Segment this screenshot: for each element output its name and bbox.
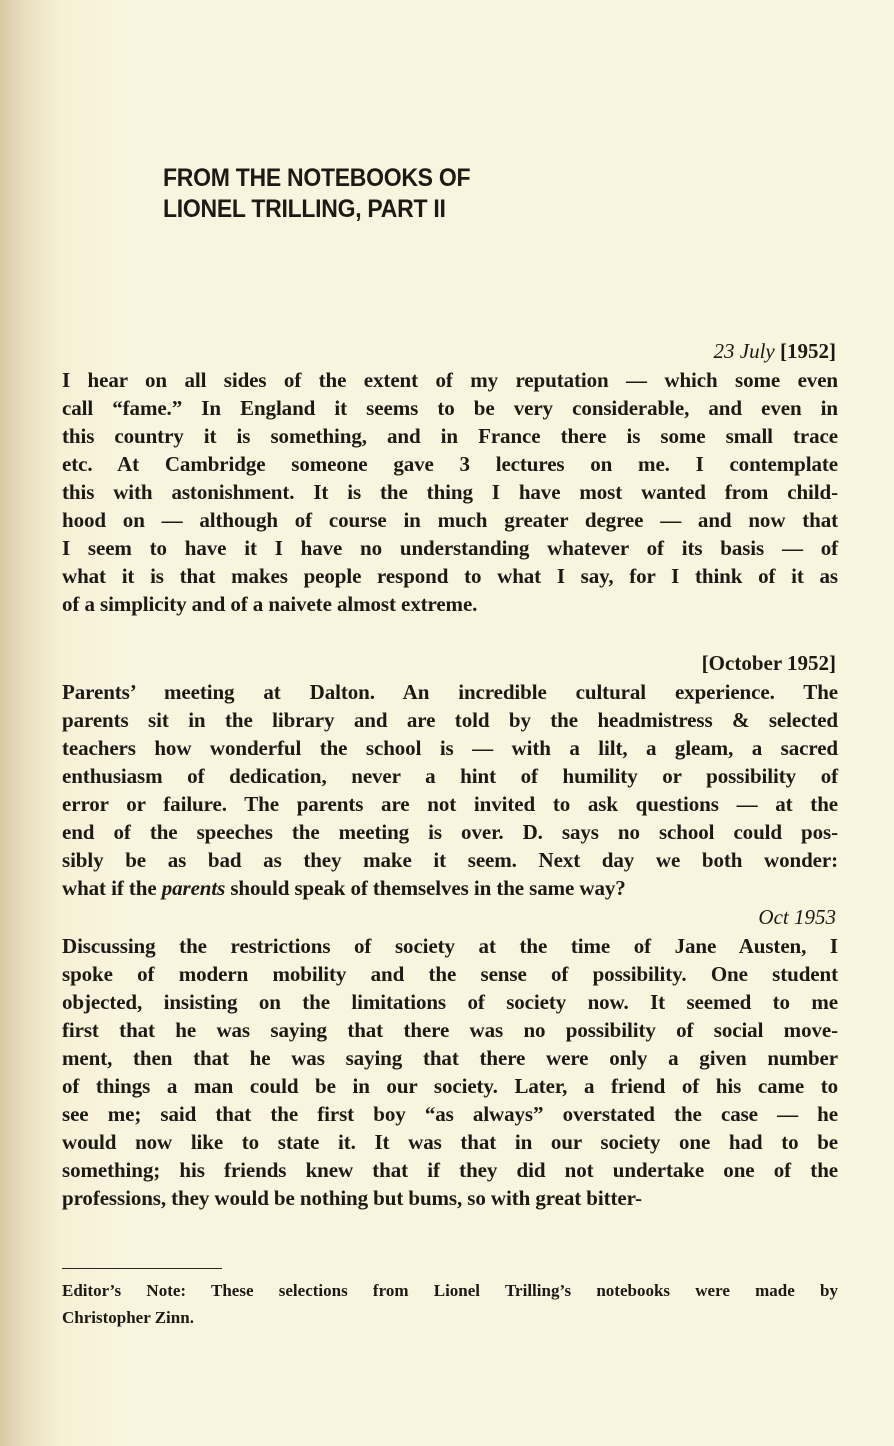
text-line: what it is that makes people respond to what I say, for I think of it as (62, 564, 838, 588)
footnote-rule (62, 1268, 222, 1269)
text-line: hood on — although of course in much greater degree — and now that (62, 508, 838, 532)
text-line: parents sit in the library and are told by the headmistress & selected (62, 708, 838, 732)
date-plain: [October 1952] (701, 651, 836, 675)
text-line: professions, they would be nothing but bums, so with great bitter- (62, 1186, 642, 1210)
text-line: see me; said that the first boy “as always” overstated the case — he (62, 1102, 838, 1126)
text-line: I seem to have it I have no understanding whatever of its basis — of (62, 536, 838, 560)
text-line: Discussing the restrictions of society at the time of Jane Austen, I (62, 934, 838, 958)
text-line: of things a man could be in our society. Later, a friend of his came to (62, 1074, 838, 1098)
text-line: would now like to state it. It was that in our society one had to be (62, 1130, 838, 1154)
text-line: spoke of modern mobility and the sense of possibility. One student (62, 962, 838, 986)
entry-text (62, 678, 838, 902)
article-title (163, 163, 470, 225)
text-line: Christopher Zinn. (62, 1308, 194, 1327)
text-line: this with astonishment. It is the thing I have most wanted from child- (62, 480, 838, 504)
entry-text (62, 366, 838, 618)
title-line: LIONEL TRILLING, PART II (163, 195, 446, 223)
text-line: of a simplicity and of a naivete almost extreme. (62, 592, 478, 616)
editors-note (62, 1277, 838, 1331)
entry-date (714, 339, 836, 364)
text-line: error or failure. The parents are not invited to ask questions — at the (62, 792, 838, 816)
date-italic: Oct 1953 (758, 905, 836, 929)
text-line: Parents’ meeting at Dalton. An incredible cultural experience. The (62, 680, 838, 704)
text-line: this country it is something, and in France there is some small trace (62, 424, 838, 448)
text-line: something; his friends knew that if they did not undertake one of the (62, 1158, 838, 1182)
text-line: sibly be as bad as they make it seem. Next day we both wonder: (62, 848, 838, 872)
entry-date (702, 651, 836, 676)
title-line: FROM THE NOTEBOOKS OF (163, 164, 471, 192)
text-line: call “fame.” In England it seems to be very considerable, and even in (62, 396, 838, 420)
text-line: Editor’s Note: These selections from Lionel Trilling’s notebooks were made by (62, 1281, 838, 1300)
date-plain: [1952] (774, 339, 836, 363)
text-line: end of the speeches the meeting is over. D. says no school could pos- (62, 820, 838, 844)
text-line: teachers how wonderful the school is — with a lilt, a gleam, a sacred (62, 736, 838, 760)
entry-text (62, 932, 838, 1212)
text-line: first that he was saying that there was no possibility of social move- (62, 1018, 838, 1042)
text-line: objected, insisting on the limitations of society now. It seemed to me (62, 990, 838, 1014)
text-line: I hear on all sides of the extent of my reputation — which some even (62, 368, 838, 392)
date-italic: 23 July (713, 339, 775, 363)
text-line: etc. At Cambridge someone gave 3 lectures on me. I contemplate (62, 452, 838, 476)
text-line: what if the parents should speak of themselves in the same way? (62, 876, 626, 900)
text-line: enthusiasm of dedication, never a hint of humility or possibility of (62, 764, 838, 788)
entry-date (758, 905, 836, 930)
text-line: ment, then that he was saying that there were only a given number (62, 1046, 838, 1070)
